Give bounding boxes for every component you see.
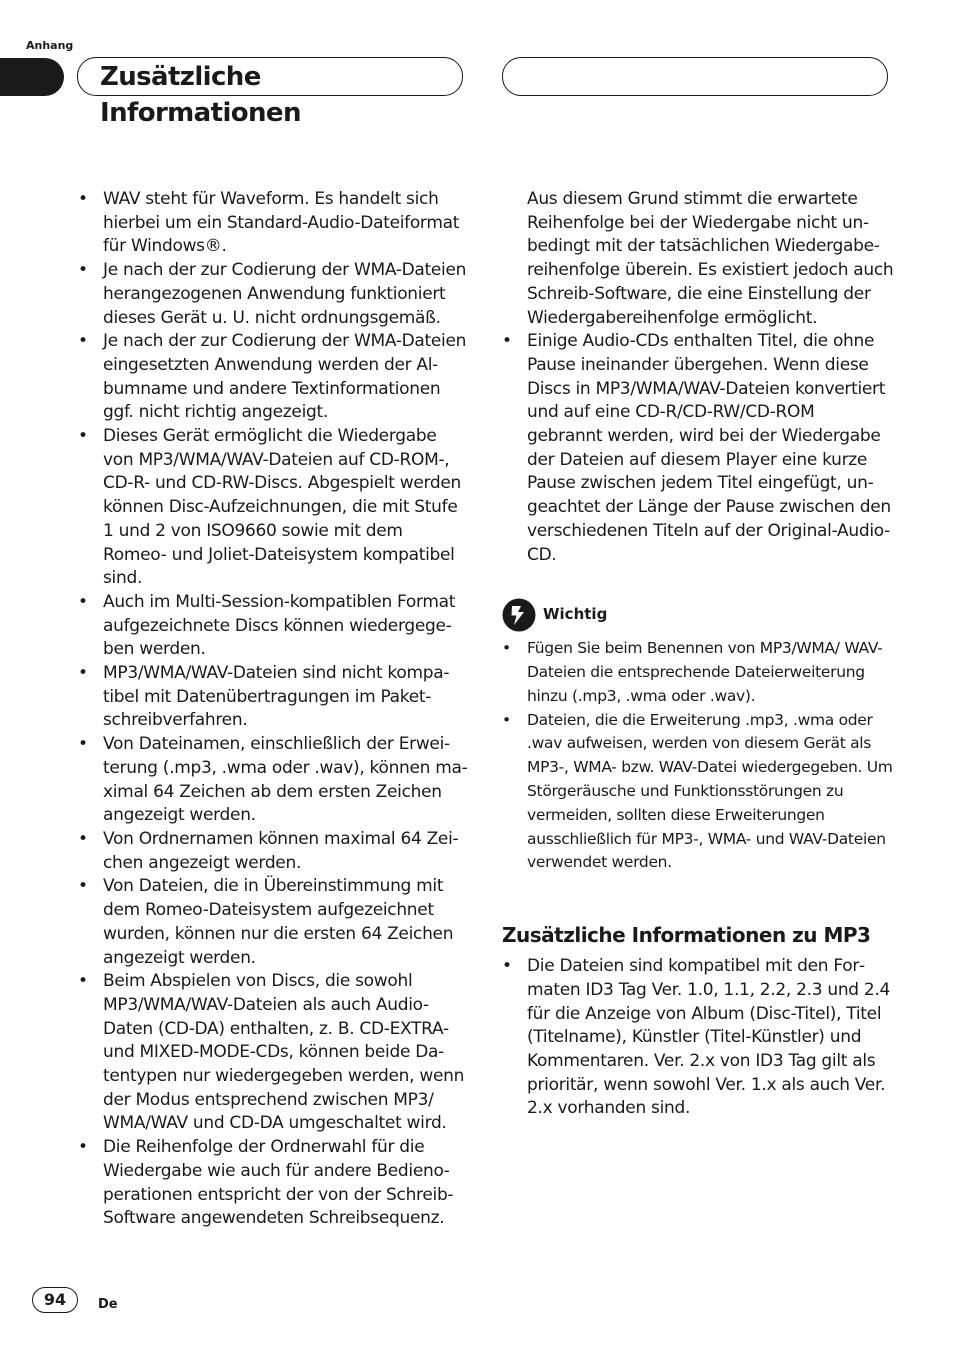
section-label: Anhang (26, 39, 74, 52)
continued-paragraph: Aus diesem Grund stimmt die erwartete Reihenfolge bei der Wiedergabe nicht unbedingt mit der tatsächlichen Wiedergabereihenfolge überein. Es existiert jedoch auch Schreib-Software, die eine Einstellung der Wiedergabereihenfolge ermöglicht. (527, 189, 894, 328)
section-tab-marker (0, 58, 64, 96)
list-item: • Je nach der zur Codierung der WMA-Dateien herangezogenen Anwendung funktioniert dieses Gerät u. U. nicht ordnungsgemäß. (78, 259, 470, 330)
mp3-bullet-list (502, 955, 894, 1121)
list-item: • Auch im Multi-Session-kompatiblen Format aufgezeichnete Discs können wiedergegeben werden. (78, 591, 470, 662)
right-bullet-list (502, 330, 894, 567)
left-bullet-list (78, 188, 470, 1231)
list-item: • Von Ordnernamen können maximal 64 Zeichen angezeigt werden. (78, 828, 470, 875)
empty-title-frame (502, 57, 888, 96)
list-item: • WAV steht für Waveform. Es handelt sich hierbei um ein Standard-Audio-Dateiformat für Windows®. (78, 188, 470, 259)
list-item: • Beim Abspielen von Discs, die sowohl MP3/WMA/WAV-Dateien als auch Audio-Daten (CD-DA) enthalten, z. B. CD-EXTRA- und MIXED-MODE-CDs, können beide Datentypen nur wiedergegeben werden, wenn der Modus entsprechend zwischen MP3/ WMA/WAV und CD-DA umgeschaltet wird. (78, 970, 470, 1136)
list-item: • Von Dateien, die in Übereinstimmung mit dem Romeo-Dateisystem aufgezeichnet wurden, können nur die ersten 64 Zeichen angezeigt werden. (78, 875, 470, 970)
important-bullet-list (502, 637, 894, 875)
list-item: • Die Reihenfolge der Ordnerwahl für die Wiedergabe wie auch für andere Bedienoperationen entspricht der von der Schreib-Software angewendeten Schreibsequenz. (78, 1136, 470, 1231)
important-notice-header (502, 598, 894, 632)
page-number: 94 (32, 1287, 78, 1313)
list-item: • Dieses Gerät ermöglicht die Wiedergabe von MP3/WMA/WAV-Dateien auf CD-ROM-, CD-R- und CD-RW-Discs. Abgespielt werden können Disc-Aufzeichnungen, die mit Stufe 1 und 2 von ISO9660 sowie mit dem Romeo- und Joliet-Dateisystem kompatibel sind. (78, 425, 470, 591)
list-item: • Fügen Sie beim Benennen von MP3/WMA/ WAV-Dateien die entsprechende Dateierweiterung hinzu (.mp3, .wma oder .wav). (502, 637, 894, 708)
mp3-subheading: Zusätzliche Informationen zu MP3 (502, 923, 871, 948)
right-column (502, 188, 894, 1121)
list-item: • Die Dateien sind kompatibel mit den Formaten ID3 Tag Ver. 1.0, 1.1, 2.2, 2.3 und 2.4 für die Anzeige von Album (Disc-Titel), Titel (Titelname), Künstler (Titel-Künstler) und Kommentaren. Ver. 2.x von ID3 Tag gilt als prioritär, wenn sowohl Ver. 1.x als auch Ver. 2.x vorhanden sind. (502, 955, 894, 1121)
list-item: • MP3/WMA/WAV-Dateien sind nicht kompatibel mit Datenübertragungen im Paketschreibverfahren. (78, 662, 470, 733)
list-item: • Dateien, die die Erweiterung .mp3, .wma oder .wav aufweisen, werden von diesem Gerät als MP3-, WMA- bzw. WAV-Datei wiedergegeben. Um Störgeräusche und Funktionsstörungen zu vermeiden, sollten diese Erweiterungen ausschließlich für MP3-, WMA- und WAV-Dateien verwendet werden. (502, 709, 894, 876)
left-column (78, 188, 470, 1231)
list-item: • Von Dateinamen, einschließlich der Erweiterung (.mp3, .wma oder .wav), können maximal 64 Zeichen ab dem ersten Zeichen angezeigt werden. (78, 733, 470, 828)
list-item: • Je nach der zur Codierung der WMA-Dateien eingesetzten Anwendung werden der Albumname und andere Textinformationen ggf. nicht richtig angezeigt. (78, 330, 470, 425)
list-item: • Einige Audio-CDs enthalten Titel, die ohne Pause ineinander übergehen. Wenn diese Discs in MP3/WMA/WAV-Dateien konvertiert und auf eine CD-R/CD-RW/CD-ROM gebrannt werden, wird bei der Wiedergabe der Dateien auf diesem Player eine kurze Pause zwischen jedem Titel eingefügt, ungeachtet der Länge der Pause zwischen den verschiedenen Titeln auf der Original-Audio-CD. (502, 330, 894, 567)
page-title: Zusätzliche Informationen (100, 62, 301, 128)
title-frame (77, 57, 463, 128)
language-code: De (98, 1297, 118, 1312)
important-note-icon (502, 598, 536, 632)
important-label: Wichtig (543, 605, 608, 624)
